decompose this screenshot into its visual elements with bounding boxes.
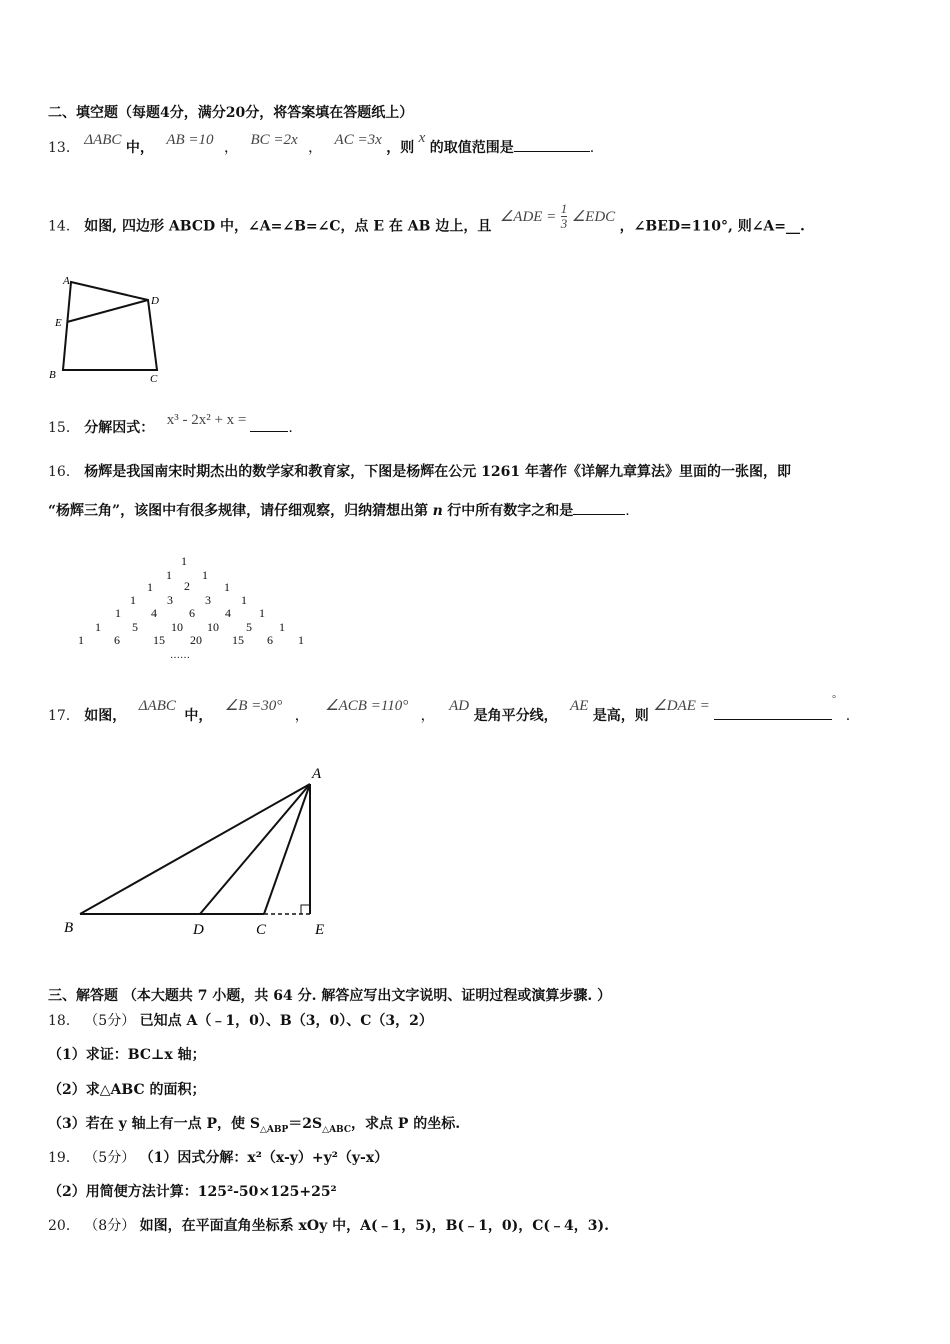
q17-label-d: D xyxy=(193,922,204,938)
q17-sep-2: ， xyxy=(420,708,435,724)
pascal-r6-c4: 10 xyxy=(207,620,219,634)
pascal-r3-c1: 1 xyxy=(147,580,153,594)
pascal-r2-c2: 1 xyxy=(202,568,208,582)
question-15 xyxy=(48,412,293,438)
q14-segment-ed xyxy=(67,300,148,322)
q13-number: 13． xyxy=(48,140,80,156)
q16-text-1: 杨辉是我国南宋时期杰出的数学家和教育家，下图是杨辉在公元 1261 年著作《详解九章算法》里面的一张图，即 xyxy=(84,464,791,480)
pascal-r7-c3: 15 xyxy=(153,633,165,647)
q14-number: 14． xyxy=(48,218,80,235)
q18-text-1: 已知点 A（﹣1，0）、B（3，0）、C（3，2） xyxy=(139,1013,433,1029)
q15-number: 15． xyxy=(48,420,80,436)
q18-part-3-c: ，求点 P 的坐标. xyxy=(351,1116,461,1132)
q14-label-b: B xyxy=(49,369,56,381)
q18-part-3 xyxy=(48,1114,460,1140)
q20-text-1: 如图，在平面直角坐标系 xOy 中，A(﹣1，5)，B(﹣1，0)，C(﹣4，3). xyxy=(139,1218,609,1234)
q19-score: （5分） xyxy=(84,1150,136,1166)
q14-angle-ade: ∠ADE = xyxy=(499,208,557,225)
q17-text-4: 是高，则 xyxy=(592,708,649,724)
q14-frac-top: 1 xyxy=(560,201,568,216)
question-17 xyxy=(48,694,851,728)
q18-part-1: （1）求证：BC⊥x 轴； xyxy=(48,1047,206,1063)
question-20 xyxy=(48,1216,609,1236)
q14-fraction xyxy=(561,202,568,231)
pascal-r3-c2: 2 xyxy=(184,579,190,593)
q16-end: . xyxy=(625,503,630,519)
q13-sep-1: ， xyxy=(223,140,238,156)
q17-angle-acb: ∠ACB =110° xyxy=(325,698,409,714)
pascal-r5-c4: 4 xyxy=(225,606,231,620)
pascal-r7-c2: 6 xyxy=(114,633,120,647)
q13-end: . xyxy=(589,140,595,156)
pascal-r7-c6: 6 xyxy=(267,633,273,647)
pascal-r5-c5: 1 xyxy=(259,606,265,620)
pascal-r6-c3: 10 xyxy=(171,620,183,634)
pascal-r3-c3: 1 xyxy=(224,580,230,594)
q19-number: 19． xyxy=(48,1150,80,1166)
q17-segment-ca xyxy=(264,784,310,914)
pascal-r7-c1: 1 xyxy=(78,633,84,647)
q13-sep-2: ， xyxy=(308,140,323,156)
q14-label-c: C xyxy=(150,373,158,385)
q17-segment-ba xyxy=(80,784,310,914)
q17-triangle-abc: ΔABC xyxy=(138,698,176,714)
q16-text-2a: “杨辉三角”，该图中有很多规律，请仔细观察，归纳猜想出第 xyxy=(48,503,429,519)
q17-degree: ° xyxy=(831,694,836,705)
q19-part-2: （2）用简便方法计算：125²-50×125+25² xyxy=(48,1184,337,1200)
pascal-r6-c1: 1 xyxy=(95,620,101,634)
pascal-r5-c3: 6 xyxy=(189,606,195,620)
q15-end: . xyxy=(288,420,293,436)
q13-ac: AC =3x xyxy=(334,132,382,148)
q17-triangle-figure xyxy=(60,760,350,942)
q13-text-3: 的取值范围是 xyxy=(429,140,514,156)
q15-expression: x³ - 2x² + x = xyxy=(166,412,247,428)
q17-text-1: 如图， xyxy=(84,708,127,724)
pascal-r2-c1: 1 xyxy=(166,568,172,582)
question-18 xyxy=(48,1011,433,1031)
pascal-r6-c2: 5 xyxy=(132,620,138,634)
q17-number: 17． xyxy=(48,708,80,724)
q13-answer-blank[interactable] xyxy=(514,137,590,152)
q18-part-3-b: ＝2S xyxy=(288,1116,323,1132)
q20-number: 20． xyxy=(48,1218,80,1234)
q14-label-d: D xyxy=(151,295,159,307)
q17-label-c: C xyxy=(256,922,267,938)
q13-text-2: ，则 xyxy=(386,140,415,156)
pascal-r5-c2: 4 xyxy=(151,606,157,620)
q18-sub-abp: △ABP xyxy=(260,1124,289,1135)
pascal-r4-c1: 1 xyxy=(130,593,136,607)
q16-answer-blank[interactable] xyxy=(573,500,625,515)
q17-ad: AD xyxy=(449,698,470,714)
section3-heading: 三、解答题 （本大题共 7 小题，共 64 分. 解答应写出文字说明、证明过程或演算步骤. ） xyxy=(48,988,612,1004)
q17-angle-dae: ∠DAE = xyxy=(653,698,710,714)
pascal-r5-c1: 1 xyxy=(115,606,121,620)
q17-answer-blank[interactable] xyxy=(714,705,832,720)
q16-n: n xyxy=(432,503,443,519)
q17-ae: AE xyxy=(570,698,589,714)
q18-number: 18． xyxy=(48,1013,80,1029)
q17-text-3: 是角平分线， xyxy=(473,708,558,724)
q17-segment-da xyxy=(200,784,310,914)
question-16-line-2 xyxy=(48,500,630,521)
pascal-r7-c7: 1 xyxy=(298,633,304,647)
q17-label-e: E xyxy=(315,922,325,938)
pascal-r6-c6: 1 xyxy=(279,620,285,634)
q15-text-1: 分解因式： xyxy=(84,420,155,436)
q14-angle-edc: ∠EDC xyxy=(571,208,616,225)
pascal-r4-c2: 3 xyxy=(167,593,173,607)
q20-score: （8分） xyxy=(84,1218,136,1234)
q14-text-1: 如图, 四边形 ABCD 中，∠A=∠B=∠C，点 E 在 AB 边上，且 xyxy=(84,218,492,235)
pascal-r6-c5: 5 xyxy=(246,620,252,634)
q17-label-b: B xyxy=(64,920,74,936)
q15-answer-blank[interactable] xyxy=(250,417,288,432)
question-13 xyxy=(48,130,595,158)
q17-label-a: A xyxy=(312,766,322,782)
pascal-r4-c3: 3 xyxy=(205,593,211,607)
q14-quadrilateral-figure xyxy=(45,270,175,388)
question-19 xyxy=(48,1148,388,1168)
q13-text-1: 中， xyxy=(125,140,154,156)
section2-heading: 二、填空题（每题4分，满分20分，将答案填在答题纸上） xyxy=(48,105,414,121)
q17-sep-1: ， xyxy=(294,708,309,724)
question-16-line-1 xyxy=(48,462,791,482)
pascal-r1-c1: 1 xyxy=(181,554,187,568)
q17-angle-b: ∠B =30° xyxy=(224,698,283,714)
q16-number: 16． xyxy=(48,464,80,480)
q14-quad-abcd xyxy=(63,282,157,370)
q13-ab: AB =10 xyxy=(166,132,214,148)
pascal-ellipsis: …… xyxy=(170,650,190,661)
q14-label-e: E xyxy=(55,317,62,329)
q19-text-1: （1）因式分解：x²（x-y）+y²（y-x） xyxy=(139,1150,389,1166)
question-14 xyxy=(48,201,805,241)
q17-text-2: 中， xyxy=(184,708,213,724)
q18-score: （5分） xyxy=(84,1013,136,1029)
q13-triangle-abc: ΔABC xyxy=(84,132,122,148)
q17-right-angle-mark xyxy=(301,905,310,914)
q13-x: x xyxy=(418,130,426,146)
q18-sub-abc: △ABC xyxy=(322,1124,351,1135)
q18-part-3-a: （3）若在 y 轴上有一点 P，使 S xyxy=(48,1116,261,1132)
pascal-r4-c4: 1 xyxy=(241,593,247,607)
q13-bc: BC =2x xyxy=(250,132,298,148)
pascal-r7-c5: 15 xyxy=(232,633,244,647)
pascal-r7-c4: 20 xyxy=(190,633,202,647)
q14-frac-bottom: 3 xyxy=(560,216,568,231)
q18-part-2: （2）求△ABC 的面积； xyxy=(48,1082,206,1098)
q16-text-2b: 行中所有数字之和是 xyxy=(447,503,574,519)
q17-end: . xyxy=(845,708,851,724)
q14-label-a: A xyxy=(63,275,70,287)
q14-text-2: ，∠BED=110°, 则∠A=__. xyxy=(619,218,805,235)
